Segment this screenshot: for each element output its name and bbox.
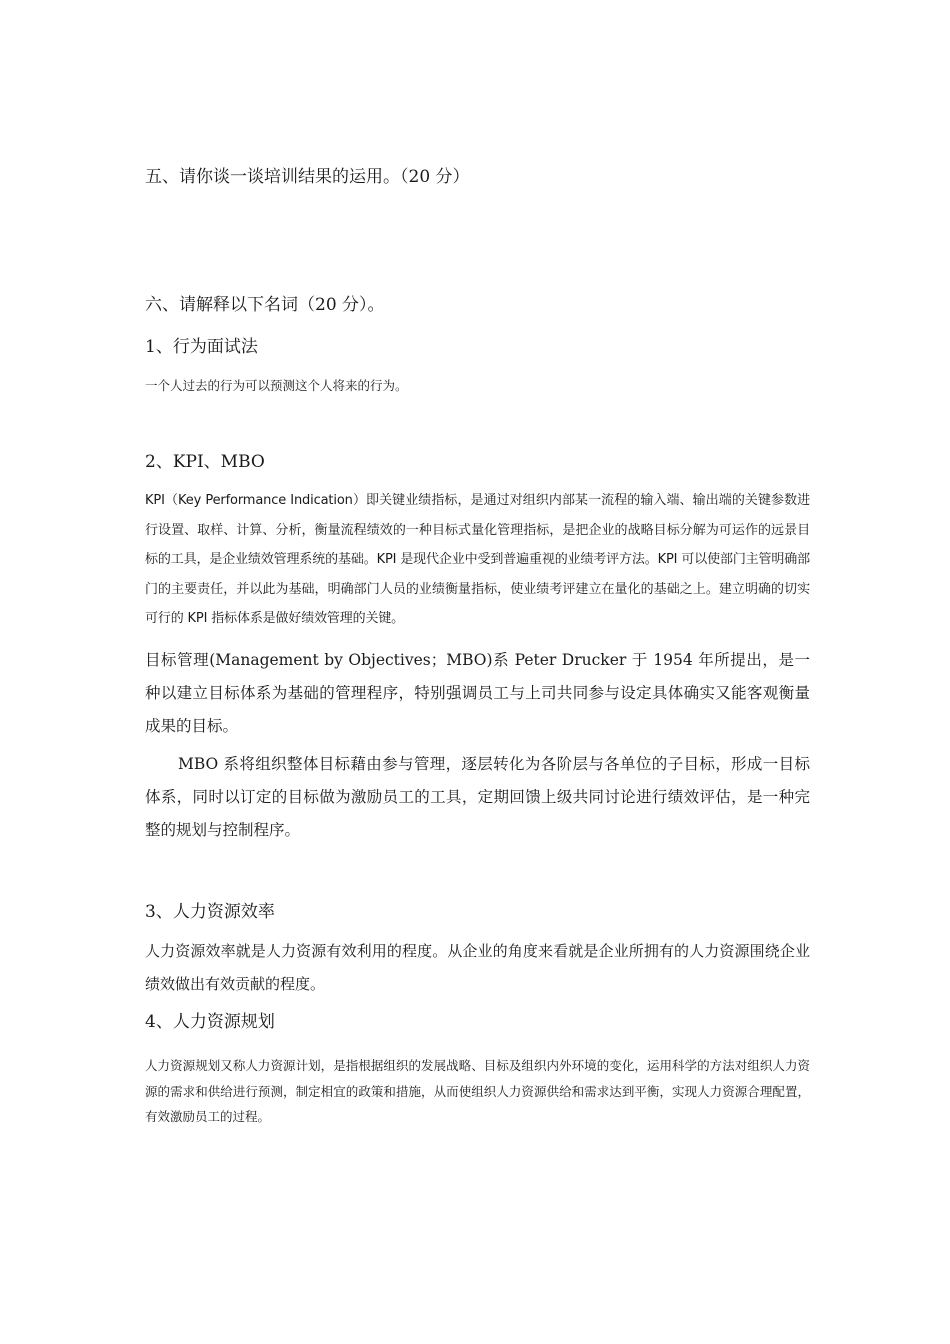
term-1-definition: 一个人过去的行为可以预测这个人将来的行为。 — [145, 378, 408, 393]
term-2-mbo-definition: 目标管理(Management by Objectives；MBO)系 Peter Drucker 于 1954 年所提出，是一种以建立目标体系为基础的管理程序，特别强调员工与上司共同参与设定具体确实又能客观衡量成果的目标。 — [145, 651, 810, 735]
section-5-title: 五、请你谈一谈培训结果的运用。（20 分） — [145, 167, 470, 187]
term-4-definition: 人力资源规划又称人力资源计划，是指根据组织的发展战略、目标及组织内外环境的变化，运用科学的方法对组织人力资源的需求和供给进行预测，制定相宜的政策和措施，从而使组织人力资源供给和需求达到平衡，实现人力资源合理配置，有效激励员工的过程。 — [145, 1058, 810, 1124]
section-6-title: 六、请解释以下名词（20 分）。 — [145, 295, 385, 315]
term-4-heading: 4、人力资源规划 — [145, 1012, 275, 1032]
term-3-definition: 人力资源效率就是人力资源有效利用的程度。从企业的角度来看就是企业所拥有的人力资源围绕企业绩效做出有效贡献的程度。 — [145, 942, 810, 993]
term-3-heading: 3、人力资源效率 — [145, 902, 275, 922]
term-2-heading: 2、KPI、MBO — [145, 452, 265, 472]
term-2-kpi-definition: KPI（Key Performance Indication）即关键业绩指标，是通过对组织内部某一流程的输入端、输出端的关键参数进行设置、取样、计算、分析，衡量流程绩效的一种目标式量化管理指标，是把企业的战略目标分解为可运作的远景目标的工具，是企业绩效管理系统的基础。KPI 是现代企业中受到普遍重视的业绩考评方法。KPI 可以使部门主管明确部门的主要责任，并以此为基础，明确部门人员的业绩衡量指标，使业绩考评建立在量化的基础之上。建立明确的切实可行的 KPI 指标体系是做好绩效管理的关键。 — [145, 493, 810, 626]
term-2-mbo-detail: MBO 系将组织整体目标藉由参与管理，逐层转化为各阶层与各单位的子目标，形成一目标体系，同时以订定的目标做为激励员工的工具，定期回馈上级共同讨论进行绩效评估，是一种完整的规划与控制程序。 — [145, 755, 810, 839]
term-1-heading: 1、行为面试法 — [145, 337, 258, 357]
